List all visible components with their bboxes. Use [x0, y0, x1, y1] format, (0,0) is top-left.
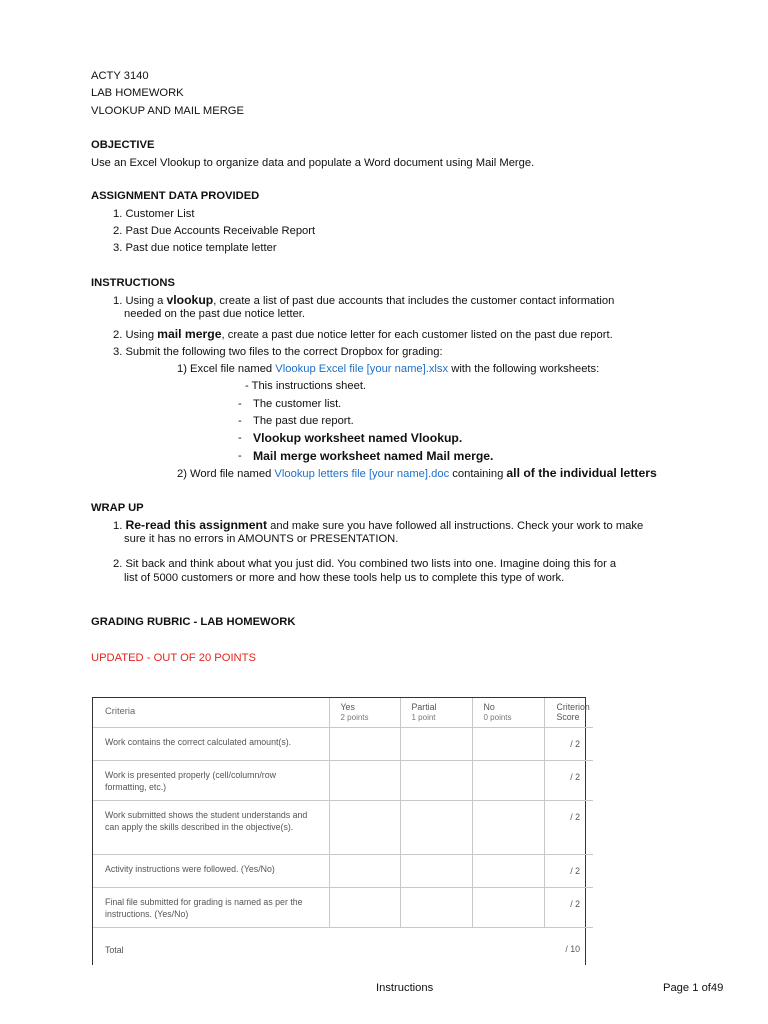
rubric-row	[93, 727, 593, 760]
criteria-cell: Activity instructions were followed. (Yes/No)	[93, 854, 329, 887]
file-1-pre: 1) Excel file named	[177, 363, 276, 375]
no-header	[472, 698, 544, 727]
no-cell[interactable]	[472, 800, 544, 854]
wrap-up-1	[113, 518, 643, 533]
instruction-2-keyword: mail merge	[157, 327, 222, 341]
file-2-line	[177, 466, 657, 481]
wrap-up-1-emphasis: Re-read this assignment	[125, 518, 268, 532]
wrap-up-heading: WRAP UP	[91, 502, 144, 514]
yes-label: Yes	[340, 702, 355, 712]
rubric-total-row	[93, 927, 593, 971]
instruction-1	[113, 293, 614, 308]
partial-cell[interactable]	[400, 800, 472, 854]
score-cell: / 2	[544, 854, 593, 887]
bullet-dash: -	[238, 450, 242, 462]
total-empty	[329, 927, 400, 971]
bullet-dash: -	[238, 398, 242, 410]
rubric-header-row	[93, 698, 593, 727]
instruction-2-pre: 2. Using	[113, 329, 158, 341]
doc-type: LAB HOMEWORK	[91, 87, 184, 99]
bullet-dash: -	[238, 415, 242, 427]
worksheet-4: Vlookup worksheet named Vlookup.	[253, 431, 463, 445]
partial-cell[interactable]	[400, 727, 472, 760]
wrap-up-1-cont: sure it has no errors in AMOUNTS or PRESENTATION.	[124, 533, 399, 545]
criteria-cell: Work is presented properly (cell/column/row formatting, etc.)	[93, 760, 329, 800]
grading-rubric-table	[92, 697, 590, 965]
instruction-2-post: , create a past due notice letter for each customer listed on the past due report.	[221, 329, 613, 341]
no-points: 0 points	[483, 713, 512, 722]
yes-points: 2 points	[340, 713, 369, 722]
file-1-line	[177, 362, 599, 376]
instruction-1-keyword: vlookup	[166, 293, 214, 307]
yes-header	[329, 698, 400, 727]
instruction-2	[113, 327, 613, 342]
file-1-post: with the following worksheets:	[448, 363, 600, 375]
instruction-3: 3. Submit the following two files to the correct Dropbox for grading:	[113, 346, 443, 358]
criteria-cell: Final file submitted for grading is named as per the instructions. (Yes/No)	[93, 887, 329, 927]
no-label: No	[483, 702, 495, 712]
bullet-dash: -	[238, 432, 242, 444]
score-header	[544, 698, 593, 727]
score-label: Criterion	[556, 702, 590, 712]
objective-heading: OBJECTIVE	[91, 139, 155, 151]
yes-cell[interactable]	[329, 727, 400, 760]
file-2-emphasis: all of the individual letters	[506, 466, 657, 480]
footer-section: Instructions	[376, 982, 434, 994]
partial-header	[400, 698, 472, 727]
no-cell[interactable]	[472, 854, 544, 887]
excel-file-link[interactable]: Vlookup Excel file [your name].xlsx	[275, 363, 449, 375]
partial-label: Partial	[411, 702, 437, 712]
yes-cell[interactable]	[329, 887, 400, 927]
objective-text: Use an Excel Vlookup to organize data and populate a Word document using Mail Merge.	[91, 157, 535, 169]
rubric-row	[93, 887, 593, 927]
wrap-up-1-pre: 1.	[113, 520, 126, 532]
partial-cell[interactable]	[400, 760, 472, 800]
score-cell: / 2	[544, 760, 593, 800]
score-cell: / 2	[544, 800, 593, 854]
criteria-header: Criteria	[93, 698, 329, 727]
total-empty	[472, 927, 544, 971]
no-cell[interactable]	[472, 727, 544, 760]
worksheet-3: The past due report.	[253, 415, 354, 427]
data-item-3: 3. Past due notice template letter	[113, 242, 277, 254]
data-item-2: 2. Past Due Accounts Receivable Report	[113, 225, 316, 237]
criteria-cell: Work submitted shows the student understands and can apply the skills described in the objective(s).	[93, 800, 329, 854]
yes-cell[interactable]	[329, 800, 400, 854]
worksheet-1: - This instructions sheet.	[245, 380, 367, 392]
instructions-heading: INSTRUCTIONS	[91, 277, 175, 289]
rubric-row	[93, 800, 593, 854]
partial-cell[interactable]	[400, 887, 472, 927]
no-cell[interactable]	[472, 760, 544, 800]
file-2-mid: containing	[449, 468, 507, 480]
score-cell: / 2	[544, 727, 593, 760]
rubric-row	[93, 760, 593, 800]
rubric-row	[93, 854, 593, 887]
doc-subject: VLOOKUP AND MAIL MERGE	[91, 105, 244, 117]
data-item-1: 1. Customer List	[113, 208, 195, 220]
worksheet-2: The customer list.	[253, 398, 342, 410]
criteria-cell: Work contains the correct calculated amount(s).	[93, 727, 329, 760]
instruction-1-cont: needed on the past due notice letter.	[124, 308, 306, 320]
partial-points: 1 point	[411, 713, 436, 722]
course-code: ACTY 3140	[91, 70, 149, 82]
total-empty	[400, 927, 472, 971]
worksheet-5: Mail merge worksheet named Mail merge.	[253, 449, 494, 463]
updated-points-note: UPDATED - OUT OF 20 POINTS	[91, 652, 256, 664]
partial-cell[interactable]	[400, 854, 472, 887]
yes-cell[interactable]	[329, 760, 400, 800]
score-label-2: Score	[556, 712, 580, 722]
grading-heading: GRADING RUBRIC - LAB HOMEWORK	[91, 616, 296, 628]
instruction-1-pre: 1. Using a	[113, 295, 167, 307]
yes-cell[interactable]	[329, 854, 400, 887]
wrap-up-2: 2. Sit back and think about what you just did. You combined two lists into one. Imagine doing this for a	[113, 558, 617, 570]
score-cell: / 2	[544, 887, 593, 927]
wrap-up-2-cont: list of 5000 customers or more and how these tools help us to complete this type of work.	[124, 572, 565, 584]
word-file-link[interactable]: Vlookup letters file [your name].doc	[274, 468, 450, 480]
total-label: Total	[105, 944, 124, 955]
data-provided-heading: ASSIGNMENT DATA PROVIDED	[91, 190, 260, 202]
instruction-1-post: , create a list of past due accounts that includes the customer contact information	[213, 295, 615, 307]
total-score: / 10	[565, 943, 580, 954]
wrap-up-1-post: and make sure you have followed all instructions. Check your work to make	[267, 520, 644, 532]
file-2-pre: 2) Word file named	[177, 468, 275, 480]
footer-page-number: Page 1 of49	[663, 982, 724, 994]
no-cell[interactable]	[472, 887, 544, 927]
